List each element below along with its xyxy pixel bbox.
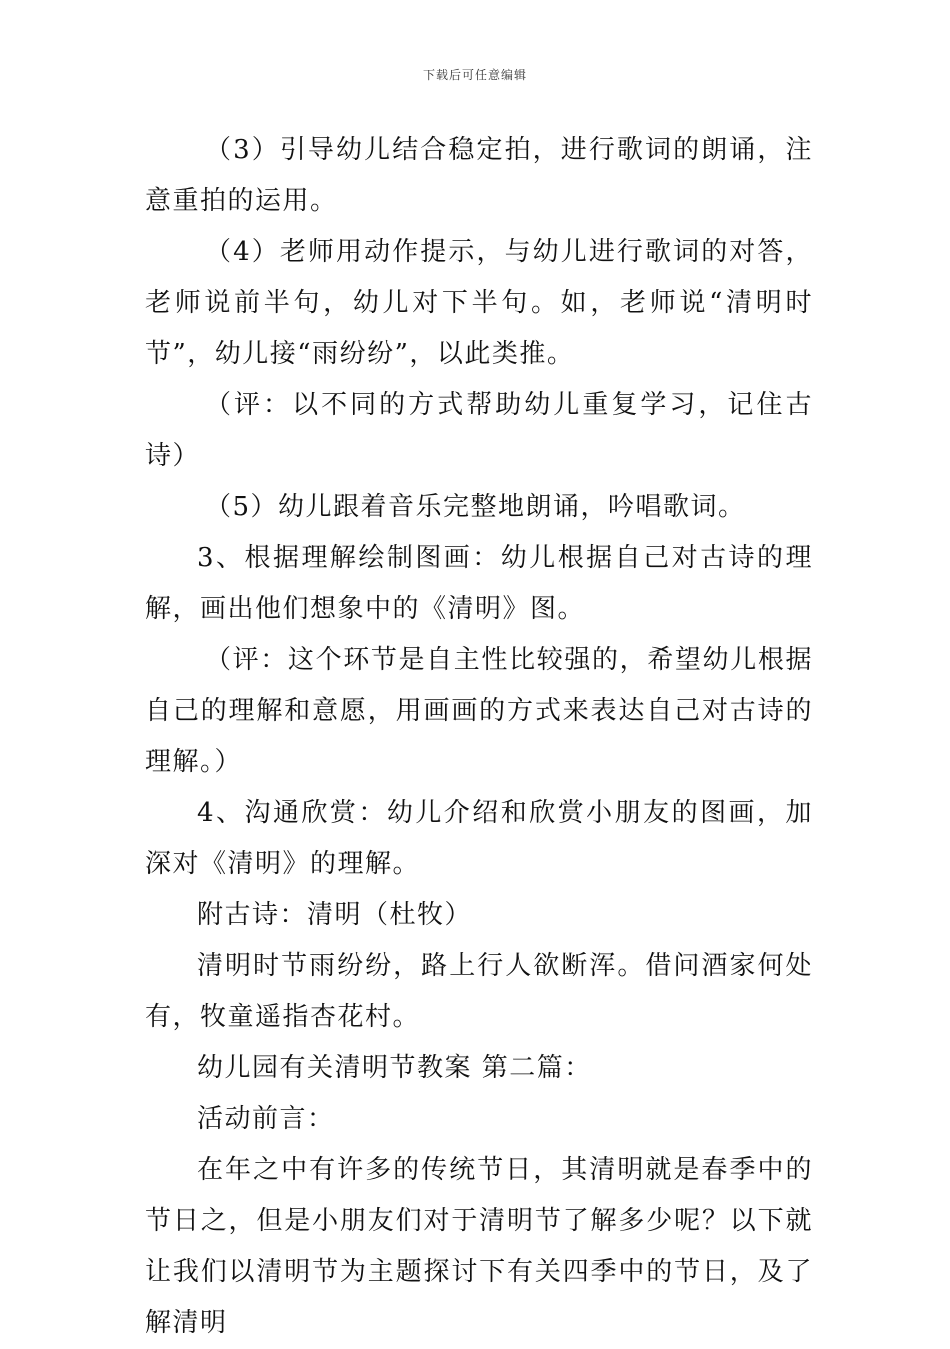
paragraph-activity-intro-heading: 活动前言： bbox=[197, 1104, 335, 1134]
paragraph-comment-1: （评：以不同的方式帮助幼儿重复学习，记住古诗） bbox=[145, 390, 813, 471]
page-header: 下载后可任意编辑 bbox=[422, 68, 527, 82]
paragraph-comment-2: （评：这个环节是自主性比较强的，希望幼儿根据自己的理解和意愿，用画画的方式来表达自己对古诗的理解。） bbox=[145, 645, 813, 777]
paragraph-poem-text: 清明时节雨纷纷，路上行人欲断浑。借问酒家何处有，牧童遥指杏花村。 bbox=[145, 951, 813, 1032]
paragraph-part-two-title: 幼儿园有关清明节教案 第二篇： bbox=[197, 1053, 592, 1083]
paragraph-step-3: （3）引导幼儿结合稳定拍，进行歌词的朗诵，注意重拍的运用。 bbox=[145, 135, 813, 216]
paragraph-activity-intro-text: 在年之中有许多的传统节日，其清明就是春季中的节日之，但是小朋友们对于清明节了解多少呢？以下就让我们以清明节为主题探讨下有关四季中的节日，及了解清明 bbox=[145, 1155, 813, 1338]
paragraph-step-4: （4）老师用动作提示，与幼儿进行歌词的对答，老师说前半句，幼儿对下半句。如，老师说“清明时节”，幼儿接“雨纷纷”，以此类推。 bbox=[145, 237, 813, 369]
paragraph-poem-title: 附古诗：清明（杜牧） bbox=[197, 900, 473, 930]
paragraph-section-3: 3、根据理解绘制图画：幼儿根据自己对古诗的理解，画出他们想象中的《清明》图。 bbox=[145, 543, 813, 624]
paragraph-section-4: 4、沟通欣赏：幼儿介绍和欣赏小朋友的图画，加深对《清明》的理解。 bbox=[145, 798, 813, 879]
document-body bbox=[145, 125, 813, 1349]
paragraph-step-5: （5）幼儿跟着音乐完整地朗诵，吟唱歌词。 bbox=[205, 492, 746, 522]
